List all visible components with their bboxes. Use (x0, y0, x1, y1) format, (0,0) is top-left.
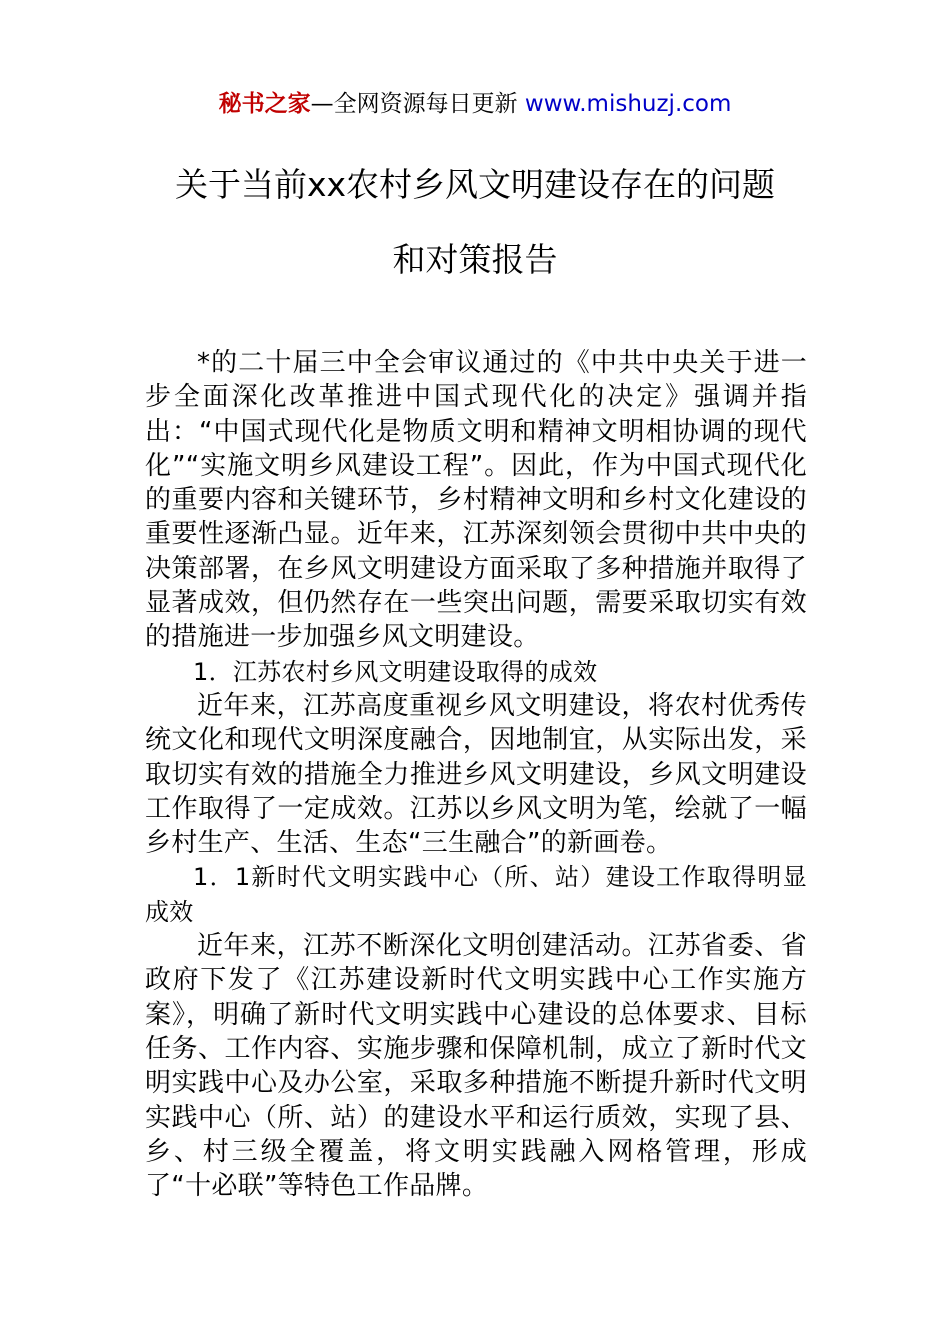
site-url-link[interactable]: www.mishuzj.com (524, 91, 732, 117)
intro-paragraph: *的二十届三中全会审议通过的《中共中央关于进一步全面深化改革推进中国式现代化的决定》强调并指出：“中国式现代化是物质文明和精神文明相协调的现代化”“实施文明乡风建设工程”。因此，作为中国式现代化的重要内容和关键环节，乡村精神文明和乡村文化建设的重要性逐渐凸显。近年来，江苏深刻领会贯彻中共中央的决策部署，在乡风文明建设方面采取了多种措施并取得了显著成效，但仍然存在一些突出问题，需要采取切实有效的措施进一步加强乡风文明建设。 (145, 348, 807, 653)
document-title (100, 160, 850, 310)
subsection-1-1-paragraph: 近年来，江苏不断深化文明创建活动。江苏省委、省政府下发了《江苏建设新时代文明实践中心工作实施方案》，明确了新时代文明实践中心建设的总体要求、目标任务、工作内容、实施步骤和保障机制，成立了新时代文明实践中心及办公室，采取多种措施不断提升新时代文明实践中心（所、站）的建设水平和运行质效，实现了县、乡、村三级全覆盖，将文明实践融入网格管理，形成了“十必联”等特色工作品牌。 (145, 931, 807, 1202)
header-tagline: —全网资源每日更新 (310, 91, 525, 117)
title-line-1: 关于当前xx农村乡风文明建设存在的问题 (174, 165, 776, 204)
brand-name: 秘书之家 (218, 91, 311, 117)
section-heading-1: 1．江苏农村乡风文明建设取得的成效 (193, 657, 598, 686)
title-line-2: 和对策报告 (392, 240, 558, 279)
subsection-heading-1-1: 1．1新时代文明实践中心（所、站）建设工作取得明显成效 (145, 863, 807, 926)
page-header (0, 86, 950, 122)
section-1-paragraph: 近年来，江苏高度重视乡风文明建设，将农村优秀传统文化和现代文明深度融合，因地制宜，从实际出发，采取切实有效的措施全力推进乡风文明建设，乡风文明建设工作取得了一定成效。江苏以乡风文明为笔，绘就了一幅乡村生产、生活、生态“三生融合”的新画卷。 (145, 690, 807, 859)
document-body (145, 346, 807, 1203)
